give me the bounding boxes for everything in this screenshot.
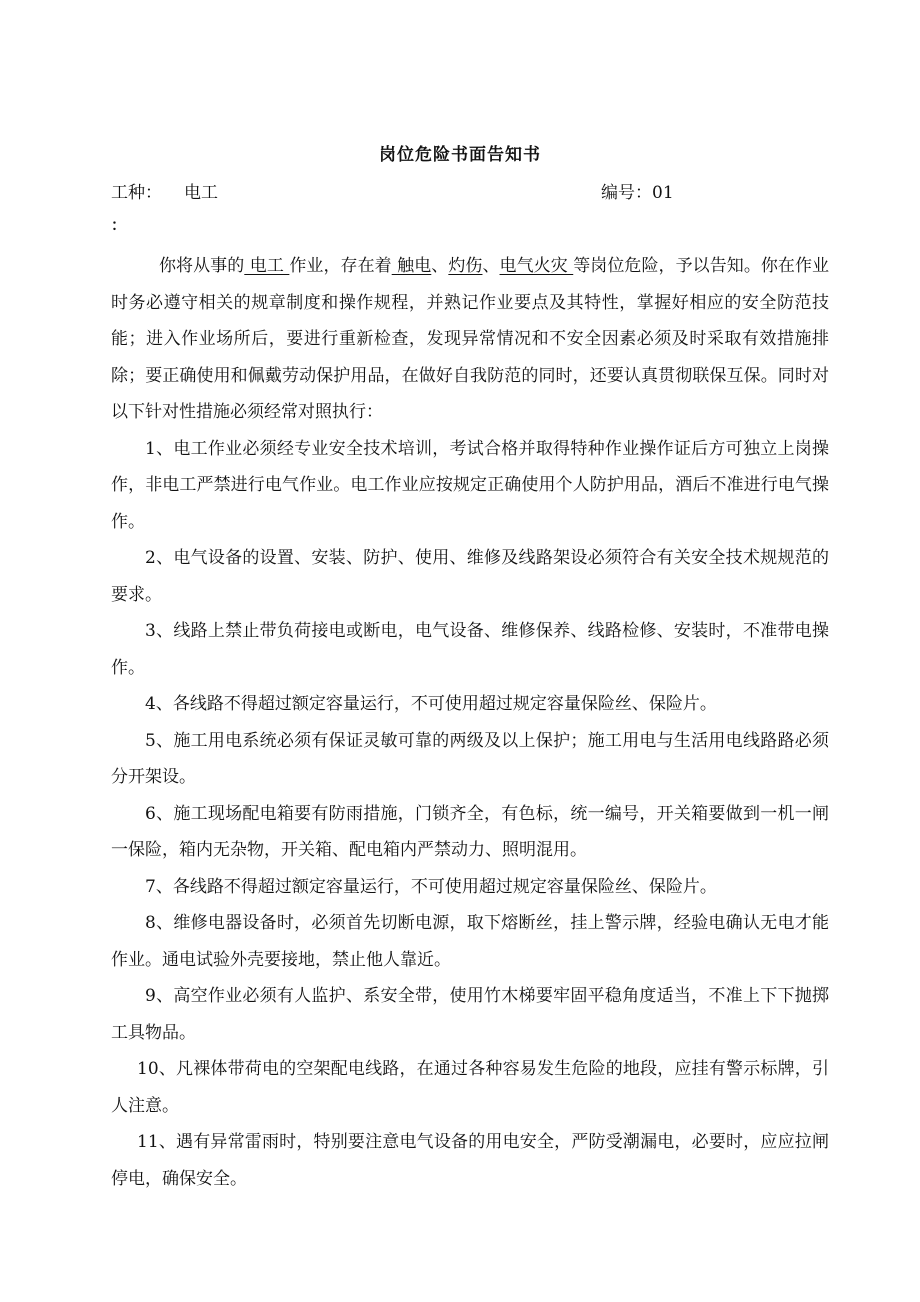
notice-body bbox=[111, 248, 829, 1197]
job-type-line bbox=[111, 178, 218, 203]
measure-item: 7、各线路不得超过额定容量运行，不可使用超过规定容量保险丝、保险片。 bbox=[145, 876, 717, 897]
measure-item: 1、电工作业必须经专业安全技术培训，考试合格并取得特种作业操作证后方可独立上岗操作，非电工严禁进行电气作业。电工作业应按规定正确使用个人防护用品，酒后不准进行电气操作。 bbox=[111, 438, 829, 532]
intro-paragraph bbox=[111, 248, 829, 431]
measure-item: 2、电气设备的设置、安装、防护、使用、维修及线路架设必须符合有关安全技术规规范的要求。 bbox=[111, 548, 829, 605]
hazard-separator: 、 bbox=[431, 256, 449, 276]
intro-text-2: 作业，存在着 bbox=[289, 256, 392, 276]
measure-item: 10、凡裸体带荷电的空架配电线路，在通过各种容易发生危险的地段，应挂有警示标牌，引人注意。 bbox=[111, 1059, 829, 1116]
number-line bbox=[601, 178, 674, 203]
measure-item: 8、维修电器设备时，必须首先切断电源，取下熔断丝，挂上警示牌，经验电确认无电才能作业。通电试验外壳要接地，禁止他人靠近。 bbox=[111, 913, 829, 970]
measure-item: 11、遇有异常雷雨时，特别要注意电气设备的用电安全，严防受潮漏电，必要时，应应拉闸停电，确保安全。 bbox=[111, 1132, 829, 1189]
measure-item: 3、线路上禁止带负荷接电或断电，电气设备、维修保养、线路检修、安装时，不准带电操作。 bbox=[111, 621, 829, 678]
number-value: 01 bbox=[652, 183, 674, 203]
page-title: 岗位危险书面告知书 bbox=[379, 145, 541, 165]
job-type-value: 电工 bbox=[184, 183, 218, 203]
intro-text-3: 等岗位危险，予以告知。你在作业时务必遵守相关的规章制度和操作规程，并熟记作业要点及其特性，掌握好相应的安全防范技能；进入作业场所后，要进行重新检查，发现异常情况和不安全因素必须及时采取有效措施排除；要正确使用和佩戴劳动保护用品，在做好自我防范的同时，还要认真贯彻联保互保。同时对以下针对性措施必须经常对照执行： bbox=[111, 256, 830, 422]
intro-text-1: 你将从事的 bbox=[159, 256, 245, 276]
measure-item: 6、施工现场配电箱要有防雨措施，门锁齐全，有色标，统一编号，开关箱要做到一机一闸一保险，箱内无杂物，开关箱、配电箱内严禁动力、照明混用。 bbox=[111, 803, 829, 860]
measure-item: 5、施工用电系统必须有保证灵敏可靠的两级及以上保护；施工用电与生活用电线路路必须分开架设。 bbox=[111, 730, 829, 787]
number-label: 编号： bbox=[601, 183, 652, 203]
job-type-label: 工种： bbox=[111, 183, 162, 203]
hazard-separator: 、 bbox=[482, 256, 500, 276]
hazard-3: 电气火灾 bbox=[499, 256, 574, 276]
measure-item: 9、高空作业必须有人监护、系安全带，使用竹木梯要牢固平稳角度适当，不准上下下抛掷工具物品。 bbox=[111, 986, 829, 1043]
hazard-1: 触电 bbox=[391, 256, 432, 276]
work-type-blank: 电工 bbox=[244, 256, 290, 276]
measure-item: 4、各线路不得超过额定容量运行，不可使用超过规定容量保险丝、保险片。 bbox=[145, 694, 717, 714]
colon-mark: ： bbox=[111, 216, 127, 234]
hazard-2: 灼伤 bbox=[448, 256, 483, 276]
